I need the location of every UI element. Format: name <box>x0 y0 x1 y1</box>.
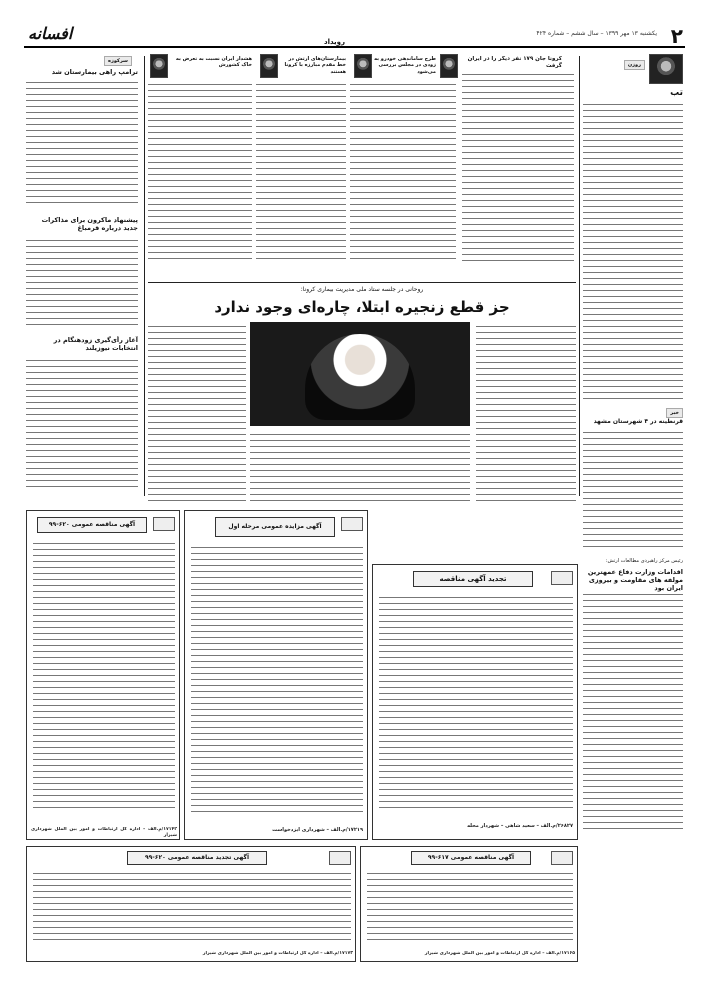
story-photo <box>354 54 372 78</box>
ad-title: تجدید آگهی مناقصه <box>413 571 533 587</box>
column-body <box>583 102 683 402</box>
column-title: تب <box>670 88 683 98</box>
article-body <box>26 358 138 498</box>
headline: ترامپ راهی بیمارستان شد <box>51 68 138 76</box>
newspaper-page <box>24 24 685 964</box>
story-photo <box>260 54 278 78</box>
article-body <box>256 82 346 272</box>
page-number: ۲ <box>670 24 683 48</box>
headline: پیشنهاد ماکرون برای مذاکرات جدید درباره قرمباغ <box>41 216 138 233</box>
ad-title: آگهی مزایده عمومی مرحله اول <box>215 517 335 537</box>
ad-tender-620 <box>26 510 180 840</box>
masthead <box>24 24 685 48</box>
article-body <box>148 324 246 504</box>
ad-footer: ۱۷۲۱۹/م.الف – شهرداری ایزدخواست <box>272 827 363 833</box>
article-body <box>148 82 252 272</box>
article-body <box>476 324 576 504</box>
ad-footer: ۱۷۱۶۵/م.الف – اداره کل ارتباطات و امور بین الملل شهرداری شیراز <box>424 951 575 956</box>
municipality-emblem <box>551 851 573 865</box>
ad-title: آگهی مناقصه عمومی ۶۲۰-۹۹ <box>37 517 147 533</box>
municipality-emblem <box>341 517 363 531</box>
news-label: خبر <box>666 408 683 418</box>
ad-body <box>33 541 175 821</box>
municipality-emblem <box>329 851 351 865</box>
ad-tender-617 <box>360 846 578 962</box>
column-label: روزن <box>624 60 645 70</box>
story-photo <box>150 54 168 78</box>
ad-tender-renewal-620 <box>26 846 356 962</box>
article-body <box>26 80 138 210</box>
article-body <box>250 432 470 504</box>
headline: قرنطینه در ۴ شهرستان مشهد <box>593 418 683 425</box>
headline: اقدامات وزارت دفاع عمهترین مولفه های مقاومت و بیروزی ایران بود <box>587 568 683 593</box>
columnist-photo <box>649 54 683 84</box>
headline: طرح ساماندهی خودرو به زودی در مجلس بررسی می‌شود <box>374 56 436 75</box>
ad-body <box>33 871 351 947</box>
section-title: رویداد <box>324 38 346 46</box>
ad-footer: ۱۷۱۷۳/م.الف – اداره کل ارتباطات و امور بین الملل شهرداری شیراز <box>202 951 353 956</box>
issue-line: یکشنبه ۱۳ مهر ۱۳۹۹ – سال ششم – شماره ۴۲۴ <box>536 30 657 37</box>
headline: کرونا جان ۱۷۹ نفر دیگر را در ایران گرفت <box>467 56 562 69</box>
ad-tender-renewal <box>372 564 578 840</box>
headline: بیمارستان‌های ارتش در خط مقدم مبارزه با کرونا هستند <box>284 56 346 75</box>
ad-body <box>379 595 573 815</box>
lead-kicker: روحانی در جلسه ستاد ملی مدیریت بیماری کرونا: <box>300 286 424 293</box>
ad-footer: ۱۷۱۴۲/م.الف – اداره کل ارتباطات و امور بین الملل شهرداری شیراز <box>31 827 177 837</box>
column-label: سرکوزه <box>104 56 132 66</box>
story-photo <box>440 54 458 78</box>
lead-headline: جز قطع زنجیره ابتلا، چاره‌ای وجود ندارد <box>214 298 510 316</box>
ad-title: آگهی تجدید مناقصه عمومی ۶۲۰-۹۹ <box>127 851 267 865</box>
headline: آغاز رأی‌گیری زودهنگام در انتخابات نیوزیلند <box>53 336 138 353</box>
article-body <box>583 592 683 842</box>
article-body <box>462 72 574 272</box>
newspaper-logo: افسانه <box>28 24 73 43</box>
municipality-emblem <box>551 571 573 585</box>
ad-footer: ۲۶۸۲۷/م.الف – سعید شاهی – شهردار محله <box>467 823 573 829</box>
column-rule <box>144 56 145 496</box>
municipality-emblem <box>153 517 175 531</box>
ad-body <box>367 871 573 947</box>
divider <box>148 282 576 283</box>
ad-auction <box>184 510 368 840</box>
kicker: رئیس مرکز راهبردی مطالعات ارتش: <box>605 558 683 564</box>
article-body <box>350 82 456 272</box>
headline: هشدار ایران نسبت به تعرض به خاک کشورش <box>175 56 252 69</box>
portrait-figure <box>305 334 415 420</box>
ad-body <box>191 545 363 821</box>
article-body <box>583 430 683 550</box>
article-body <box>26 238 138 330</box>
lead-photo <box>250 322 470 426</box>
column-rule <box>579 56 580 496</box>
ad-title: آگهی مناقصه عمومی ۶۱۷-۹۹ <box>411 851 531 865</box>
